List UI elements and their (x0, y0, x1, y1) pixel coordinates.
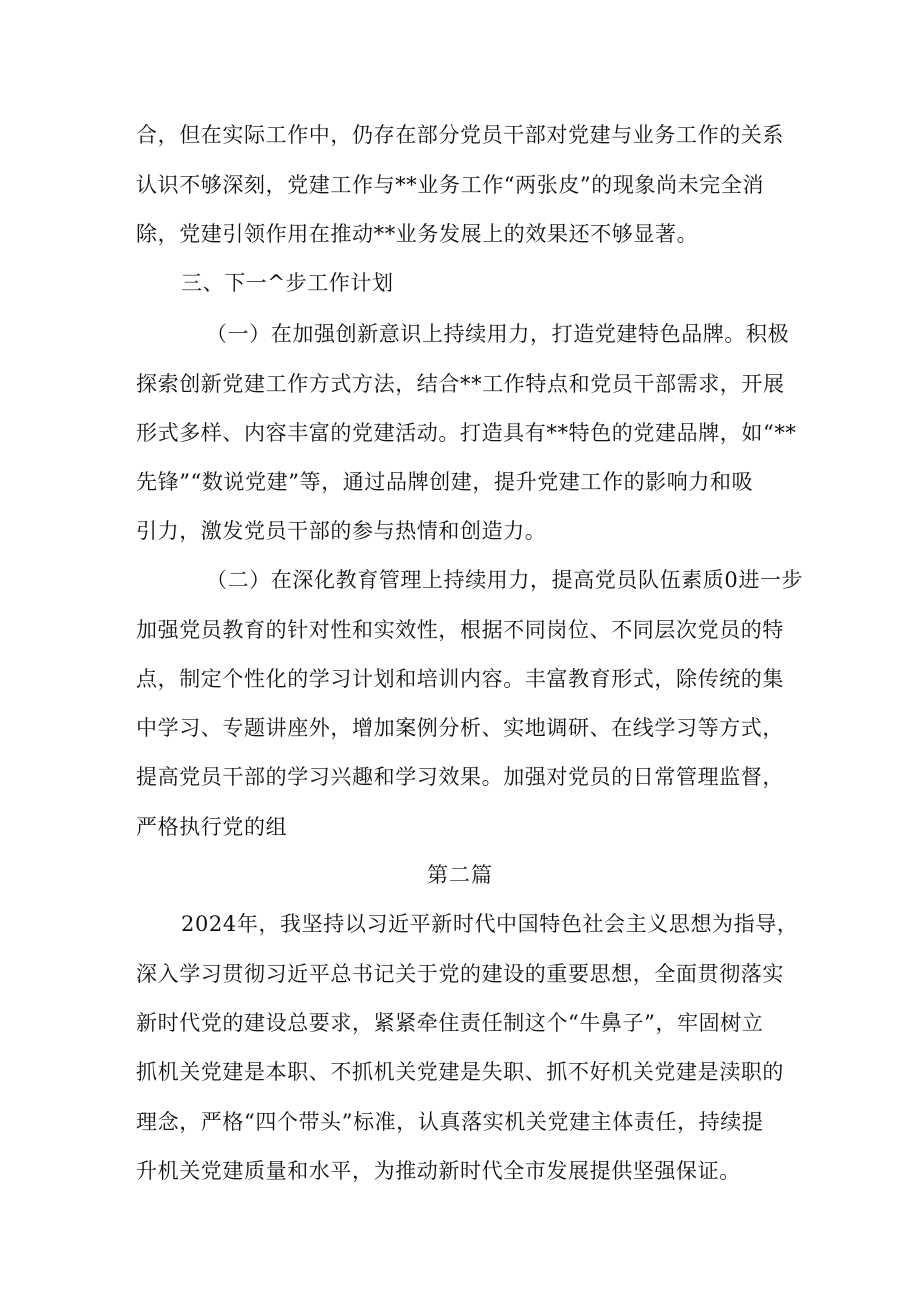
subsection-heading-2: （二）在深化教育管理上持续用力，提高党员队伍素质0进一步 (206, 568, 804, 592)
paragraph-line: 除，党建引领作用在推动**业务发展上的效果还不够显著。 (136, 222, 699, 246)
subsection-heading-1: （一）在加强创新意识上持续用力，打造党建特色品牌。积极 (206, 322, 790, 346)
paragraph-line: 认识不够深刻，党建工作与**业务工作“两张皮”的现象尚未完全消 (136, 173, 765, 197)
paragraph-line: 加强党员教育的针对性和实效性，根据不同岗位、不同层次党员的特 (136, 618, 784, 642)
paragraph-line: 2024年，我坚持以习近平新时代中国特色社会主义思想为指导， (181, 912, 799, 936)
chapter-title: 第二篇 (427, 863, 493, 887)
paragraph-line: 提高党员干部的学习兴趣和学习效果。加强对党员的日常管理监督， (136, 765, 784, 789)
paragraph-line: 中学习、专题讲座外，增加案例分析、实地调研、在线学习等方式， (136, 716, 784, 740)
paragraph-line: 点，制定个性化的学习计划和培训内容。丰富教育形式，除传统的集 (136, 667, 784, 691)
paragraph-line: 理念，严格“四个带头”标准，认真落实机关党建主体责任，持续提 (136, 1110, 764, 1134)
paragraph-line: 深入学习贯彻习近平总书记关于党的建设的重要思想，全面贯彻落实 (136, 962, 784, 986)
paragraph-line: 严格执行党的组 (136, 815, 288, 839)
paragraph-line: 合，但在实际工作中，仍存在部分党员干部对党建与业务工作的关系 (136, 123, 784, 147)
paragraph-line: 引力，激发党员干部的参与热情和创造力。 (136, 519, 547, 543)
paragraph-line: 探索创新党建工作方式方法，结合**工作特点和党员干部需求，开展 (136, 372, 785, 396)
paragraph-line: 形式多样、内容丰富的党建活动。打造具有**特色的党建品牌，如“** (136, 421, 797, 445)
section-heading: 三、下一^步工作计划 (181, 271, 394, 295)
paragraph-line: 升机关党建质量和水平，为推动新时代全市发展提供坚强保证。 (136, 1159, 741, 1183)
paragraph-line: 新时代党的建设总要求，紧紧牵住责任制这个“牛鼻子”，牢固树立 (136, 1011, 764, 1035)
paragraph-line: 抓机关党建是本职、不抓机关党建是失职、抓不好机关党建是渎职的 (136, 1060, 784, 1084)
paragraph-line: 先锋”“数说党建”等，通过品牌创建，提升党建工作的影响力和吸 (136, 470, 754, 494)
